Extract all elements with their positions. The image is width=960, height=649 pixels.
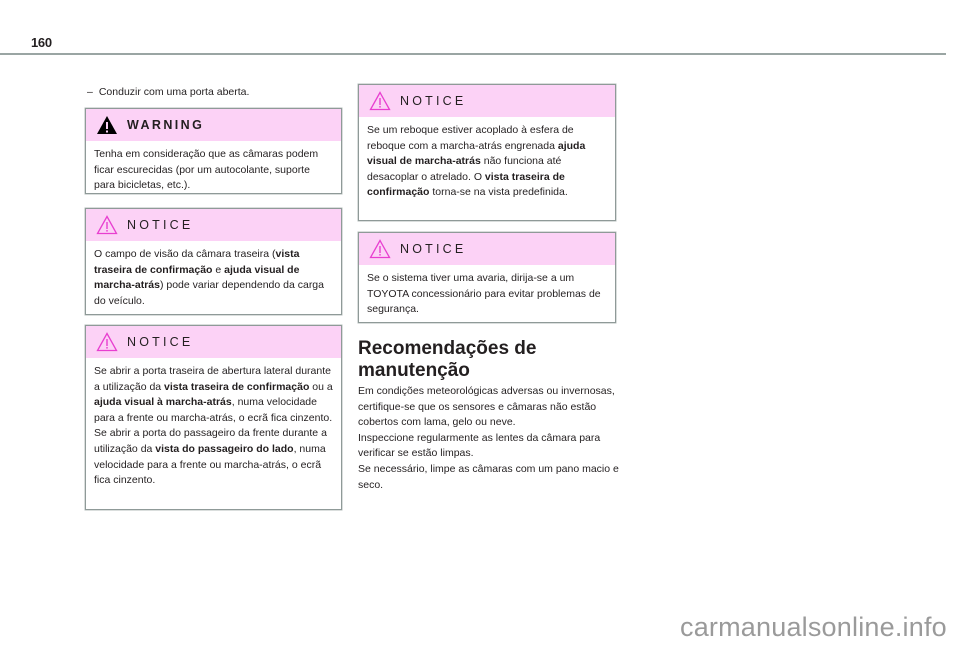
bold-term: vista traseira de confirmação bbox=[367, 170, 565, 199]
text-run: ou a bbox=[309, 380, 333, 393]
text-run: O campo de visão da câmara traseira ( bbox=[94, 248, 276, 260]
notice-outline-triangle-icon bbox=[96, 215, 118, 235]
text-run: , numa velocidade para a frente ou marcha-atrás, o ecrã fica cinzento. bbox=[94, 442, 326, 487]
notice-text bbox=[359, 117, 615, 208]
bold-term: vista traseira de confirmação bbox=[164, 380, 310, 393]
warning-title: WARNING bbox=[127, 118, 205, 132]
header-rule bbox=[0, 53, 946, 55]
notice-box-header bbox=[359, 85, 615, 117]
section-body bbox=[358, 384, 620, 493]
warning-box-header bbox=[86, 109, 341, 141]
watermark: carmanualsonline.info bbox=[680, 612, 947, 642]
text-run: não funciona até desacoplar o atrelado. O bbox=[367, 155, 562, 183]
warning-filled-triangle-icon bbox=[96, 115, 118, 135]
text-run: , numa velocidade para a frente ou marcha-atrás, o ecrã fica cinzento. bbox=[94, 396, 333, 424]
notice-text: Se o sistema tiver uma avaria, dirija-se a um TOYOTA concessionário para evitar problemas de segurança. bbox=[367, 272, 601, 316]
notice-title: NOTICE bbox=[400, 242, 467, 256]
notice-text bbox=[86, 241, 341, 316]
bullet-dash: – bbox=[87, 86, 93, 98]
section-heading: Recomendações de manutenção bbox=[358, 338, 537, 381]
text-run: Se abrir a porta traseira de abertura lateral durante a utilização da bbox=[94, 365, 331, 393]
paragraph: Se necessário, limpe as câmaras com um pano macio e seco. bbox=[358, 462, 619, 491]
bold-term: ajuda visual à marcha-atrás bbox=[94, 396, 232, 409]
notice-title: NOTICE bbox=[400, 94, 467, 108]
notice-box-header bbox=[359, 233, 615, 265]
text-run: Se um reboque estiver acoplado à esfera de reboque com a marcha-atrás engrenada bbox=[367, 124, 574, 152]
notice-outline-triangle-icon bbox=[369, 91, 391, 111]
bold-term: ajuda visual de marcha-atrás bbox=[94, 263, 300, 292]
bullet-item bbox=[87, 86, 249, 98]
paragraph: Em condições meteorológicas adversas ou invernosas, certifique-se que os sensores e câmaras não estão cobertos com lama, gelo ou neve. bbox=[358, 385, 615, 429]
warning-box bbox=[85, 108, 342, 194]
paragraph: Inspeccione regularmente as lentes da câmara para verificar se estão limpas. bbox=[358, 431, 601, 460]
notice-text bbox=[86, 358, 341, 496]
bold-term: vista do passageiro do lado bbox=[155, 442, 294, 455]
text-run: ) pode variar dependendo da carga do veículo. bbox=[94, 279, 324, 307]
notice-title: NOTICE bbox=[127, 218, 194, 232]
warning-text: Tenha em consideração que as câmaras podem ficar escurecidas (por um autocolante, suporte para bicicletas, etc.). bbox=[94, 148, 319, 192]
notice-box-malfunction bbox=[358, 232, 616, 323]
notice-box-header bbox=[86, 209, 341, 241]
text-run: Se abrir a porta do passageiro da frente durante a utilização da bbox=[94, 427, 327, 455]
bold-term: vista traseira de confirmação bbox=[94, 248, 300, 276]
notice-box-camera-view bbox=[85, 208, 342, 315]
text-run: e bbox=[212, 263, 225, 276]
notice-outline-triangle-icon bbox=[369, 239, 391, 259]
notice-box-door-open bbox=[85, 325, 342, 510]
bold-term: ajuda visual de marcha-atrás bbox=[367, 139, 586, 168]
notice-box-trailer bbox=[358, 84, 616, 221]
text-run: torna-se na vista predefinida. bbox=[429, 186, 568, 199]
notice-box-header bbox=[86, 326, 341, 358]
notice-outline-triangle-icon bbox=[96, 332, 118, 352]
bullet-text: Conduzir com uma porta aberta. bbox=[98, 86, 250, 98]
notice-title: NOTICE bbox=[127, 335, 194, 349]
page-number: 160 bbox=[31, 35, 52, 50]
